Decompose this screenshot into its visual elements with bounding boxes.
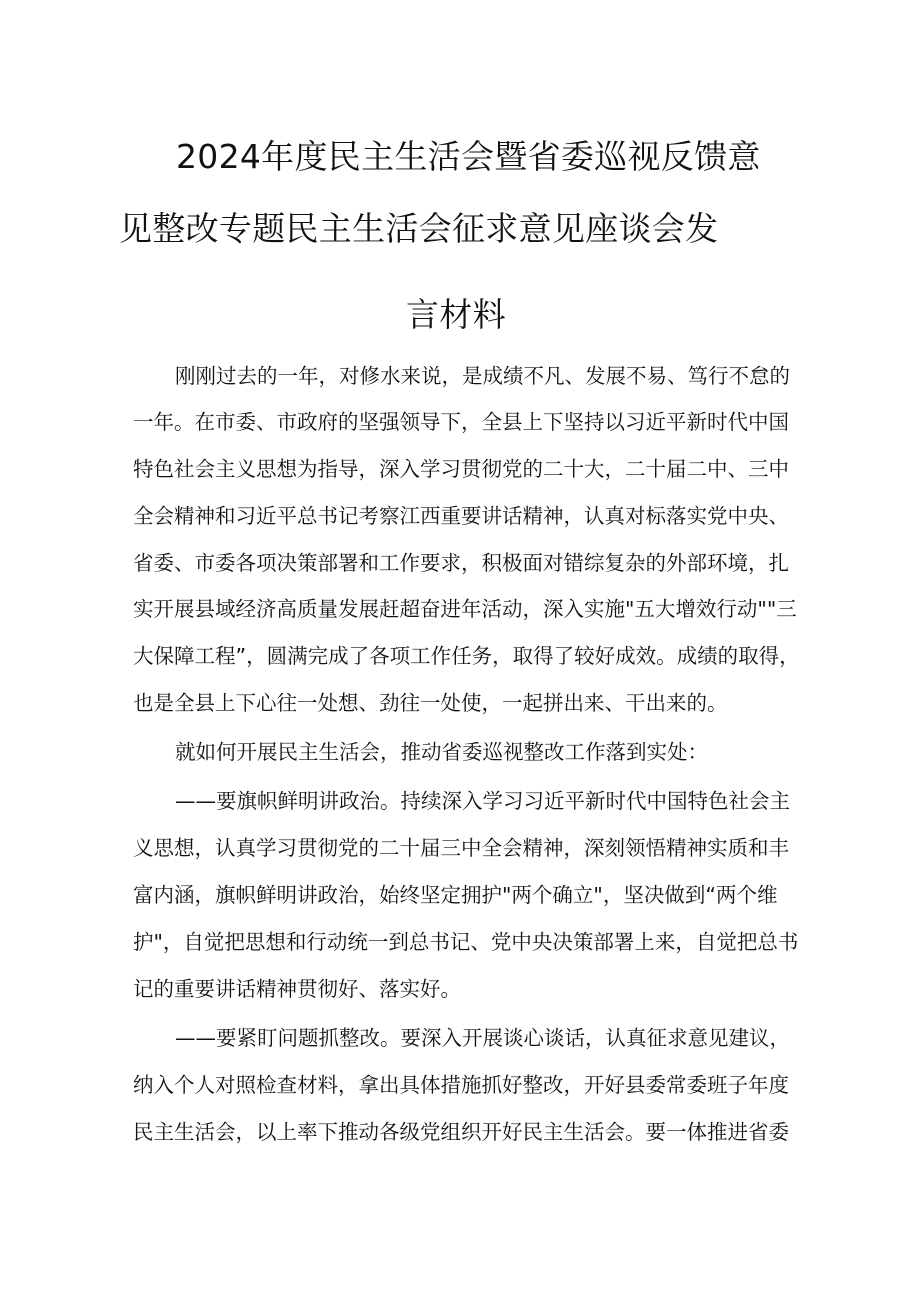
- body-text-line: 民主生活会，以上率下推动各级党组织开好民主生活会。要一体推进省委: [133, 1120, 789, 1144]
- body-text-line: 特色社会主义思想为指导，深入学习贯彻党的二十大，二十届二中、三中: [133, 457, 789, 481]
- body-text-line: 省委、市委各项决策部署和工作要求，积极面对错综复杂的外部环境，扎: [133, 551, 789, 575]
- document-title-line-3: 言材料: [406, 295, 506, 334]
- body-text-line: 义思想，认真学习贯彻党的二十届三中全会精神，深刻领悟精神实质和丰: [133, 836, 789, 860]
- body-text-line: 大保障工程”，圆满完成了各项工作任务，取得了较好成效。成绩的取得，: [133, 644, 800, 668]
- document-title-line-1: 2024年度民主生活会暨省委巡视反馈意: [176, 137, 761, 176]
- body-text-line: 记的重要讲话精神贯彻好、落实好。: [133, 977, 461, 1001]
- body-text-line: 纳入个人对照检查材料，拿出具体措施抓好整改，开好县委常委班子年度: [133, 1073, 789, 1097]
- document-title-line-2: 见整改专题民主生活会征求意见座谈会发: [119, 209, 719, 248]
- body-text-line: 一年。在市委、市政府的坚强领导下，全县上下坚持以习近平新时代中国: [133, 410, 789, 434]
- body-text-line: 刚刚过去的一年，对修水来说，是成绩不凡、发展不易、笃行不怠的: [175, 364, 790, 388]
- body-text-line: 全会精神和习近平总书记考察江西重要讲话精神，认真对标落实党中央、: [133, 504, 789, 528]
- body-text-line: 就如何开展民主生活会，推动省委巡视整改工作落到实处：: [175, 740, 708, 764]
- body-text-line: 也是全县上下心往一处想、劲往一处使，一起拼出来、干出来的。: [133, 691, 728, 715]
- body-text-line: ——要紧盯问题抓整改。要深入开展谈心谈话，认真征求意见建议，: [175, 1026, 790, 1050]
- body-text-line: 富内涵，旗帜鲜明讲政治，始终坚定拥护"两个确立"，坚决做到“两个维: [133, 883, 778, 907]
- body-text-line: 护"，自觉把思想和行动统一到总书记、党中央决策部署上来，自觉把总书: [133, 930, 799, 954]
- body-text-line: 实开展县域经济高质量发展赶超奋进年活动，深入实施"五大增效行动""三: [133, 597, 797, 621]
- body-text-line: ——要旗帜鲜明讲政治。持续深入学习习近平新时代中国特色社会主: [175, 789, 790, 813]
